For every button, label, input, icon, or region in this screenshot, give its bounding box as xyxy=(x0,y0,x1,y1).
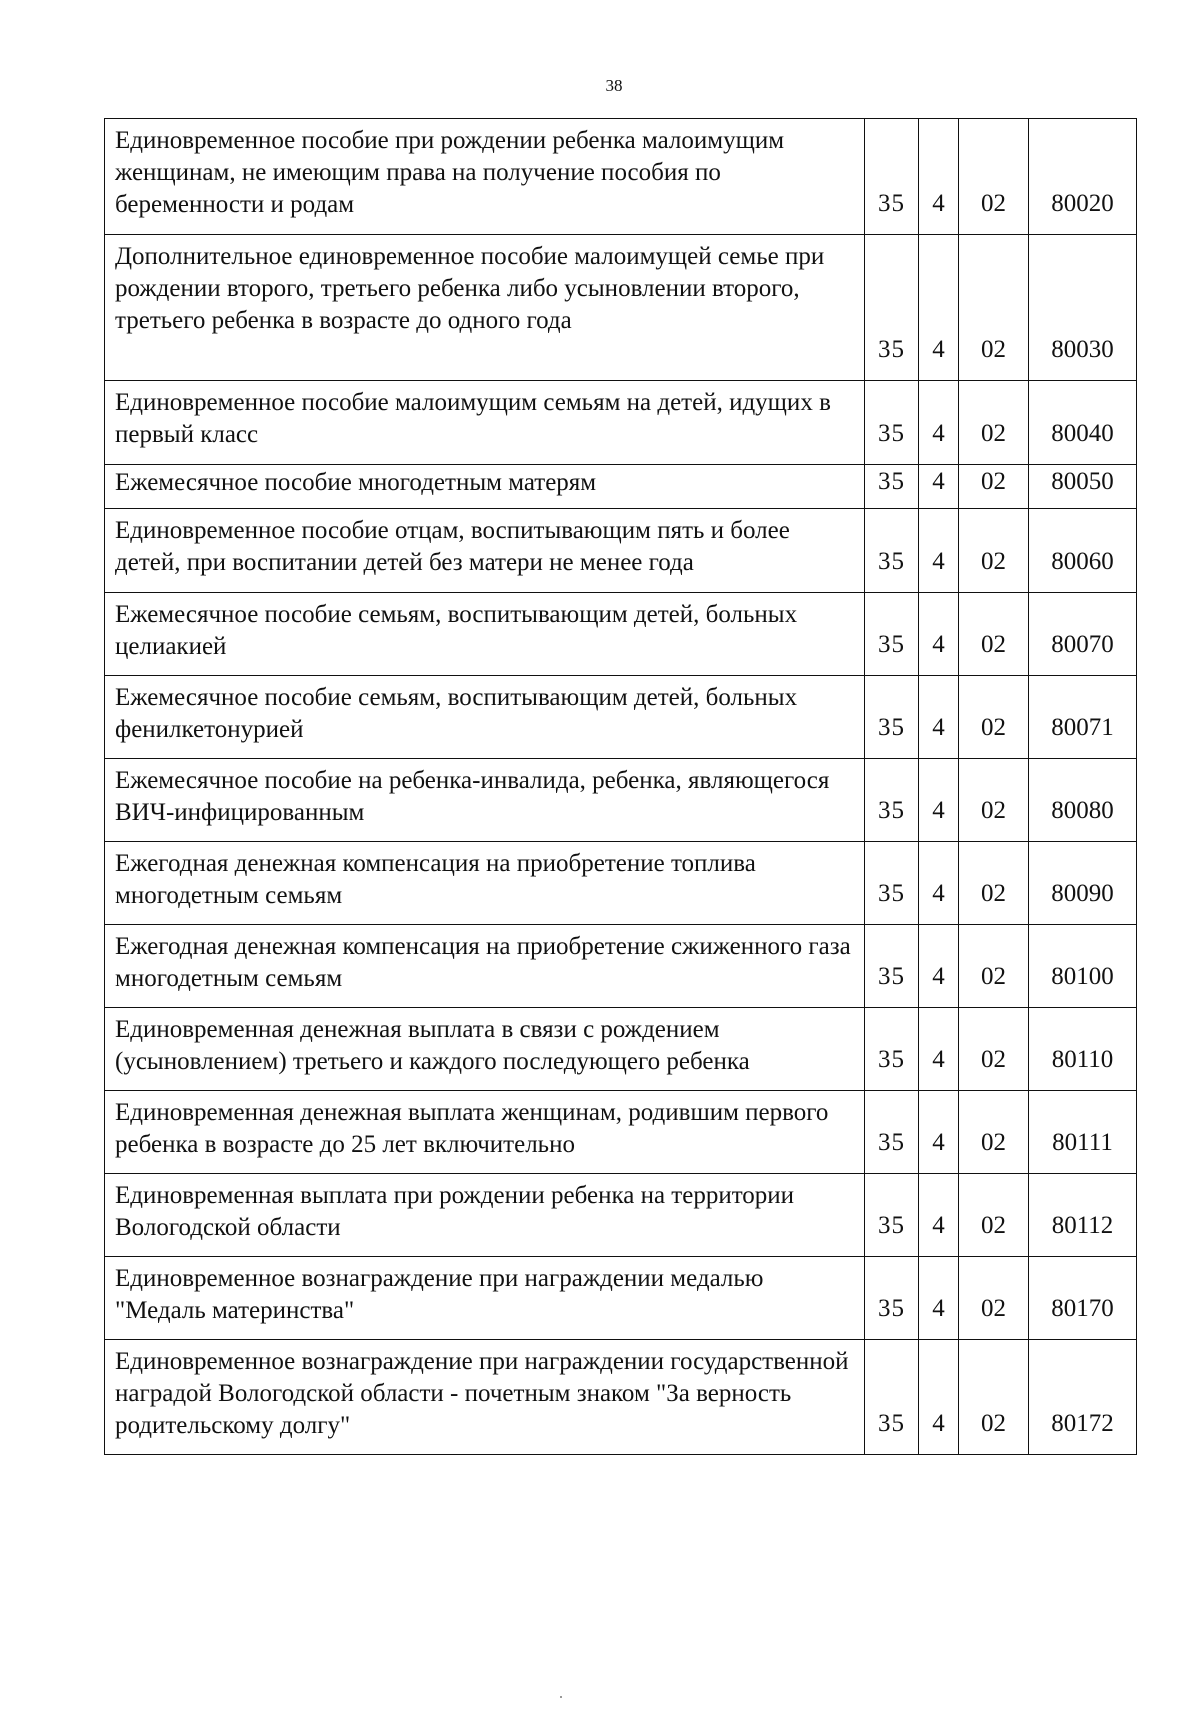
code-direction: 80030 xyxy=(1029,235,1137,381)
code-section: 35 xyxy=(865,593,919,676)
table-row xyxy=(105,842,1137,925)
code-section: 35 xyxy=(865,465,919,509)
row-description: Ежемесячное пособие многодетным матерям xyxy=(105,465,865,509)
code-direction: 80110 xyxy=(1029,1008,1137,1091)
code-direction: 80050 xyxy=(1029,465,1137,509)
code-section: 35 xyxy=(865,759,919,842)
row-description: Ежемесячное пособие на ребенка-инвалида, ребенка, являющегося ВИЧ-инфицированным xyxy=(105,759,865,842)
code-direction: 80112 xyxy=(1029,1174,1137,1257)
code-section: 35 xyxy=(865,1174,919,1257)
table-row xyxy=(105,1257,1137,1340)
code-program: 4 xyxy=(919,925,959,1008)
table-row xyxy=(105,1091,1137,1174)
code-section: 35 xyxy=(865,676,919,759)
row-description: Единовременное пособие отцам, воспитывающим пять и более детей, при воспитании детей без матери не менее года xyxy=(105,509,865,593)
row-description: Дополнительное единовременное пособие малоимущей семье при рождении второго, третьего ребенка либо усыновлении второго, третьего ребенка в возрасте до одного года xyxy=(105,235,865,381)
code-section: 35 xyxy=(865,509,919,593)
code-subprogram: 02 xyxy=(959,759,1029,842)
row-description: Единовременная выплата при рождении ребенка на территории Вологодской области xyxy=(105,1174,865,1257)
code-section: 35 xyxy=(865,235,919,381)
code-subprogram: 02 xyxy=(959,1174,1029,1257)
table-row xyxy=(105,759,1137,842)
table-row xyxy=(105,235,1137,381)
code-program: 4 xyxy=(919,1174,959,1257)
code-program: 4 xyxy=(919,1257,959,1340)
code-subprogram: 02 xyxy=(959,1257,1029,1340)
row-description: Ежемесячное пособие семьям, воспитывающим детей, больных фенилкетонурией xyxy=(105,676,865,759)
table-row xyxy=(105,509,1137,593)
row-description: Единовременная денежная выплата женщинам, родившим первого ребенка в возрасте до 25 лет включительно xyxy=(105,1091,865,1174)
code-subprogram: 02 xyxy=(959,235,1029,381)
code-program: 4 xyxy=(919,119,959,235)
code-subprogram: 02 xyxy=(959,1340,1029,1455)
table-body xyxy=(105,119,1137,1455)
classification-table xyxy=(104,118,1137,1455)
table-row xyxy=(105,465,1137,509)
code-direction: 80080 xyxy=(1029,759,1137,842)
code-section: 35 xyxy=(865,1340,919,1455)
code-subprogram: 02 xyxy=(959,925,1029,1008)
code-section: 35 xyxy=(865,119,919,235)
code-section: 35 xyxy=(865,381,919,465)
code-section: 35 xyxy=(865,1091,919,1174)
code-subprogram: 02 xyxy=(959,119,1029,235)
code-program: 4 xyxy=(919,676,959,759)
row-description: Ежемесячное пособие семьям, воспитывающим детей, больных целиакией xyxy=(105,593,865,676)
table-row xyxy=(105,925,1137,1008)
table-row xyxy=(105,1340,1137,1455)
table-row xyxy=(105,119,1137,235)
code-section: 35 xyxy=(865,925,919,1008)
code-program: 4 xyxy=(919,593,959,676)
code-section: 35 xyxy=(865,1008,919,1091)
code-direction: 80170 xyxy=(1029,1257,1137,1340)
code-program: 4 xyxy=(919,465,959,509)
code-section: 35 xyxy=(865,842,919,925)
code-direction: 80111 xyxy=(1029,1091,1137,1174)
code-direction: 80060 xyxy=(1029,509,1137,593)
code-section: 35 xyxy=(865,1257,919,1340)
code-program: 4 xyxy=(919,381,959,465)
code-subprogram: 02 xyxy=(959,465,1029,509)
code-direction: 80070 xyxy=(1029,593,1137,676)
code-direction: 80172 xyxy=(1029,1340,1137,1455)
row-description: Единовременное вознаграждение при награждении государственной наградой Вологодской области - почетным знаком "За верность родительскому долгу" xyxy=(105,1340,865,1455)
code-direction: 80040 xyxy=(1029,381,1137,465)
code-direction: 80100 xyxy=(1029,925,1137,1008)
code-subprogram: 02 xyxy=(959,1008,1029,1091)
code-direction: 80071 xyxy=(1029,676,1137,759)
row-description: Ежегодная денежная компенсация на приобретение топлива многодетным семьям xyxy=(105,842,865,925)
code-program: 4 xyxy=(919,1340,959,1455)
table-row xyxy=(105,1008,1137,1091)
table-row xyxy=(105,593,1137,676)
code-direction: 80020 xyxy=(1029,119,1137,235)
code-program: 4 xyxy=(919,842,959,925)
code-direction: 80090 xyxy=(1029,842,1137,925)
row-description: Единовременное вознаграждение при награждении медалью "Медаль материнства" xyxy=(105,1257,865,1340)
code-program: 4 xyxy=(919,1091,959,1174)
code-program: 4 xyxy=(919,509,959,593)
table-row xyxy=(105,1174,1137,1257)
row-description: Единовременная денежная выплата в связи с рождением (усыновлением) третьего и каждого последующего ребенка xyxy=(105,1008,865,1091)
code-subprogram: 02 xyxy=(959,1091,1029,1174)
code-subprogram: 02 xyxy=(959,381,1029,465)
row-description: Единовременное пособие малоимущим семьям на детей, идущих в первый класс xyxy=(105,381,865,465)
code-program: 4 xyxy=(919,759,959,842)
code-program: 4 xyxy=(919,235,959,381)
code-subprogram: 02 xyxy=(959,509,1029,593)
table-row xyxy=(105,381,1137,465)
code-program: 4 xyxy=(919,1008,959,1091)
code-subprogram: 02 xyxy=(959,593,1029,676)
row-description: Единовременное пособие при рождении ребенка малоимущим женщинам, не имеющим права на получение пособия по беременности и родам xyxy=(105,119,865,235)
code-subprogram: 02 xyxy=(959,676,1029,759)
scan-speck xyxy=(560,1696,562,1698)
table-row xyxy=(105,676,1137,759)
page-number: 38 xyxy=(605,76,623,95)
code-subprogram: 02 xyxy=(959,842,1029,925)
row-description: Ежегодная денежная компенсация на приобретение сжиженного газа многодетным семьям xyxy=(105,925,865,1008)
